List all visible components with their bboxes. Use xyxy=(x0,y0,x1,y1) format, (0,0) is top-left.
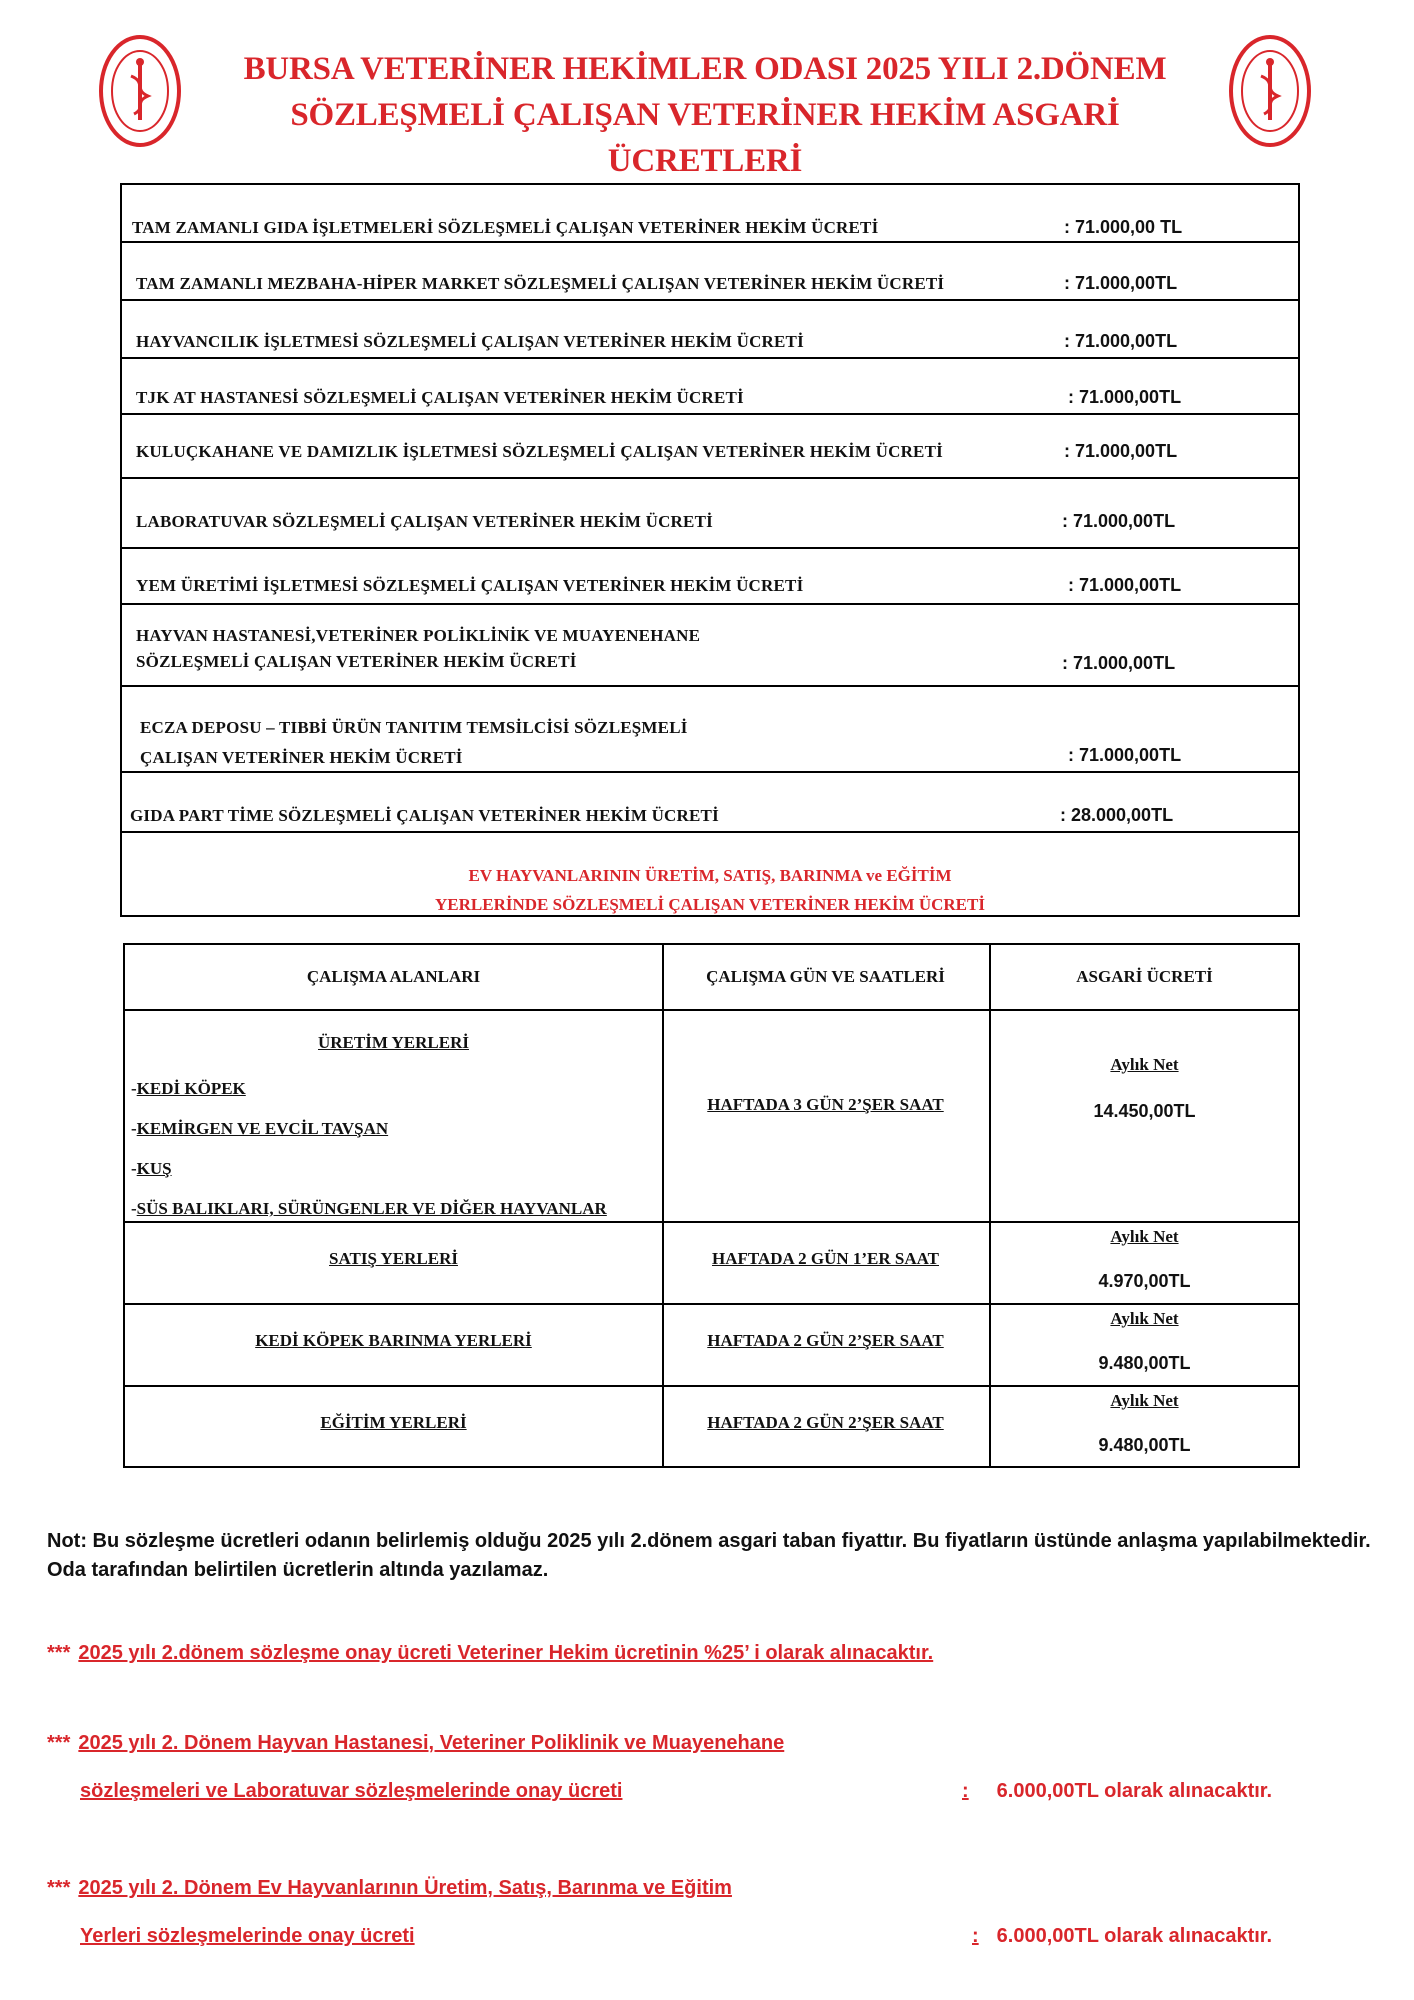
production-item: -SÜS BALIKLARI, SÜRÜNGENLER VE DİĞER HAYVANLAR xyxy=(131,1199,607,1218)
production-fee: 14.450,00TL xyxy=(1093,1101,1196,1121)
fee-value: : 71.000,00TL xyxy=(1068,575,1182,595)
fee-value: : 71.000,00TL xyxy=(1068,387,1182,407)
page-title xyxy=(190,46,1220,184)
column-divider xyxy=(662,945,664,1466)
red-note-3-value: 6.000,00TL olarak alınacaktır. xyxy=(996,1925,1273,1947)
red-note-3-line-2: Yerleri sözleşmelerinde onay ücreti xyxy=(80,1925,415,1947)
fee-value: : 71.000,00TL xyxy=(1064,273,1178,293)
pet-fee-table xyxy=(123,943,1300,1468)
production-item-label: KEDİ KÖPEK xyxy=(136,1079,246,1098)
shelter-fee-label: Aylık Net xyxy=(1110,1309,1179,1328)
fee-label: YEM ÜRETİMİ İŞLETMESİ SÖZLEŞMELİ ÇALIŞAN VETERİNER HEKİM ÜCRETİ xyxy=(136,576,804,595)
red-note-colon: : xyxy=(972,1925,979,1947)
pet-heading-line-1: EV HAYVANLARININ ÜRETİM, SATIŞ, BARINMA ve EĞİTİM xyxy=(468,866,952,885)
row-divider xyxy=(125,1303,1298,1305)
fee-value: : 71.000,00TL xyxy=(1062,511,1176,531)
fee-label: TAM ZAMANLI MEZBAHA-HİPER MARKET SÖZLEŞMELİ ÇALIŞAN VETERİNER HEKİM ÜCRETİ xyxy=(136,274,945,293)
note-stars: *** xyxy=(47,1732,71,1754)
red-note-2-value: 6.000,00TL olarak alınacaktır. xyxy=(996,1780,1273,1802)
fee-value: : 71.000,00TL xyxy=(1062,653,1176,673)
red-note-2-line-1: 2025 yılı 2. Dönem Hayvan Hastanesi, Veteriner Poliklinik ve Muayenehane xyxy=(78,1732,785,1754)
red-note-3-continued xyxy=(80,1925,1272,1948)
seal-icon xyxy=(98,34,182,148)
fee-row xyxy=(122,479,1298,549)
training-fee: 9.480,00TL xyxy=(1098,1435,1191,1455)
production-item-label: KEMİRGEN VE EVCİL TAVŞAN xyxy=(136,1119,389,1138)
page-title-line-1: BURSA VETERİNER HEKİMLER ODASI 2025 YILI 2.DÖNEM xyxy=(243,51,1167,87)
fee-label xyxy=(136,623,700,675)
fee-value: : 71.000,00 TL xyxy=(1064,217,1183,237)
fee-label: TAM ZAMANLI GIDA İŞLETMELERİ SÖZLEŞMELİ ÇALIŞAN VETERİNER HEKİM ÜCRETİ xyxy=(132,218,879,237)
fee-row xyxy=(122,185,1298,243)
fee-row xyxy=(122,301,1298,359)
fee-label: KULUÇKAHANE VE DAMIZLIK İŞLETMESİ SÖZLEŞMELİ ÇALIŞAN VETERİNER HEKİM ÜCRETİ xyxy=(136,442,943,461)
pet-section-heading xyxy=(122,861,1298,919)
note-text: Not: Bu sözleşme ücretleri odanın belirlemiş olduğu 2025 yılı 2.dönem asgari taban fiyattır. Bu fiyatların üstünde anlaşma yapılabilmektedir. Oda tarafından belirtilen ücretlerin altında yazılamaz. xyxy=(47,1530,1371,1581)
production-fee-label: Aylık Net xyxy=(1110,1055,1179,1074)
fee-table xyxy=(120,183,1300,917)
header-fee: ASGARİ ÜCRETİ xyxy=(1076,967,1213,986)
production-title: ÜRETİM YERLERİ xyxy=(318,1033,469,1052)
seal-icon xyxy=(1228,34,1312,148)
fee-value: : 71.000,00TL xyxy=(1064,331,1178,351)
red-note-1 xyxy=(47,1642,933,1665)
production-item-label: SÜS BALIKLARI, SÜRÜNGENLER VE DİĞER HAYVANLAR xyxy=(136,1199,607,1218)
shelter-schedule: HAFTADA 2 GÜN 2’ŞER SAAT xyxy=(707,1331,944,1350)
chamber-logo-left xyxy=(98,34,182,148)
fee-label-line-1: ECZA DEPOSU – TIBBİ ÜRÜN TANITIM TEMSİLCİSİ SÖZLEŞMELİ xyxy=(140,718,688,737)
fee-label: LABORATUVAR SÖZLEŞMELİ ÇALIŞAN VETERİNER HEKİM ÜCRETİ xyxy=(136,512,713,531)
red-note-1-text: 2025 yılı 2.dönem sözleşme onay ücreti Veteriner Hekim ücretinin %25’ i olarak alınacaktır. xyxy=(78,1642,934,1664)
sales-fee-label: Aylık Net xyxy=(1110,1227,1179,1246)
fee-row xyxy=(122,415,1298,479)
fee-row xyxy=(122,549,1298,605)
fee-row xyxy=(122,605,1298,687)
red-note-2 xyxy=(47,1732,784,1755)
chamber-logo-right xyxy=(1228,34,1312,148)
pet-heading-line-2: YERLERİNDE SÖZLEŞMELİ ÇALIŞAN VETERİNER HEKİM ÜCRETİ xyxy=(435,895,985,914)
sales-schedule: HAFTADA 2 GÜN 1’ER SAAT xyxy=(712,1249,939,1268)
shelter-area: KEDİ KÖPEK BARINMA YERLERİ xyxy=(255,1331,532,1350)
fee-value: : 71.000,00TL xyxy=(1068,745,1182,765)
fee-label-line-2: ÇALIŞAN VETERİNER HEKİM ÜCRETİ xyxy=(140,748,463,767)
shelter-fee: 9.480,00TL xyxy=(1098,1353,1191,1373)
red-note-colon: : xyxy=(962,1780,969,1802)
sales-area: SATIŞ YERLERİ xyxy=(329,1249,458,1268)
row-divider xyxy=(125,1385,1298,1387)
page-title-line-2: SÖZLEŞMELİ ÇALIŞAN VETERİNER HEKİM ASGARİ ÜCRETLERİ xyxy=(290,97,1120,179)
production-item-label: KUŞ xyxy=(136,1159,172,1178)
training-fee-label: Aylık Net xyxy=(1110,1391,1179,1410)
red-note-2-line-2: sözleşmeleri ve Laboratuvar sözleşmelerinde onay ücreti xyxy=(80,1780,623,1802)
training-area: EĞİTİM YERLERİ xyxy=(320,1413,467,1432)
header-work-areas: ÇALIŞMA ALANLARI xyxy=(306,967,481,986)
fee-label: GIDA PART TİME SÖZLEŞMELİ ÇALIŞAN VETERİNER HEKİM ÜCRETİ xyxy=(130,806,719,825)
column-divider xyxy=(989,945,991,1466)
note-stars: *** xyxy=(47,1877,71,1899)
fee-row xyxy=(122,773,1298,833)
fee-label: HAYVANCILIK İŞLETMESİ SÖZLEŞMELİ ÇALIŞAN VETERİNER HEKİM ÜCRETİ xyxy=(136,332,804,351)
fee-label xyxy=(140,713,688,773)
production-item: -KEMİRGEN VE EVCİL TAVŞAN xyxy=(131,1119,389,1138)
training-schedule: HAFTADA 2 GÜN 2’ŞER SAAT xyxy=(707,1413,944,1432)
fee-row xyxy=(122,243,1298,301)
row-divider xyxy=(125,1009,1298,1011)
fee-row xyxy=(122,687,1298,773)
production-schedule: HAFTADA 3 GÜN 2’ŞER SAAT xyxy=(707,1095,944,1114)
header-schedule: ÇALIŞMA GÜN VE SAATLERİ xyxy=(706,967,945,986)
fee-value: : 28.000,00TL xyxy=(1060,805,1174,825)
fee-row xyxy=(122,359,1298,415)
fee-label: TJK AT HASTANESİ SÖZLEŞMELİ ÇALIŞAN VETERİNER HEKİM ÜCRETİ xyxy=(136,388,744,407)
red-note-3-line-1: 2025 yılı 2. Dönem Ev Hayvanlarının Üretim, Satış, Barınma ve Eğitim xyxy=(78,1877,732,1899)
fee-label-line-1: HAYVAN HASTANESİ,VETERİNER POLİKLİNİK VE MUAYENEHANE xyxy=(136,626,701,645)
production-item: -KEDİ KÖPEK xyxy=(131,1079,246,1098)
sales-fee: 4.970,00TL xyxy=(1098,1271,1191,1291)
red-note-3 xyxy=(47,1877,732,1900)
note-stars: *** xyxy=(47,1642,71,1664)
red-note-2-continued xyxy=(80,1780,1272,1803)
fee-label-line-2: SÖZLEŞMELİ ÇALIŞAN VETERİNER HEKİM ÜCRETİ xyxy=(136,652,577,671)
fee-value: : 71.000,00TL xyxy=(1064,441,1178,461)
row-divider xyxy=(125,1221,1298,1223)
production-item: -KUŞ xyxy=(131,1159,172,1178)
